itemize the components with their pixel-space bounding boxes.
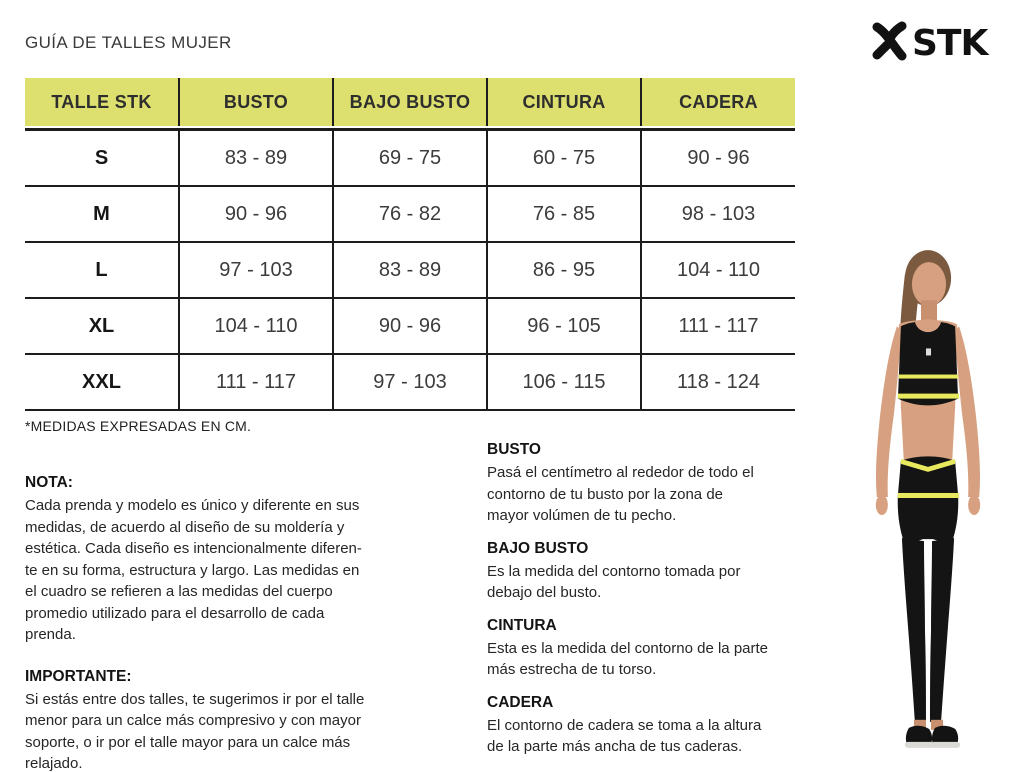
stk-logo-mark-icon	[868, 18, 1002, 64]
table-cell: 83 - 89	[178, 131, 332, 185]
column-header-cadera: CADERA	[640, 78, 795, 126]
cintura-guide-line: Esta es la medida del contorno de la parte	[487, 639, 769, 657]
table-cell: 106 - 115	[486, 355, 640, 409]
bajo-busto-guide-line: debajo del busto.	[487, 584, 602, 601]
table-cell: 90 - 96	[332, 299, 486, 353]
nota-text-line: te en su forma, estructura y largo. Las medidas en	[25, 561, 360, 579]
table-cell: 76 - 82	[332, 187, 486, 241]
nota-text-line: prenda.	[25, 626, 76, 643]
importante-section	[25, 668, 387, 772]
busto-guide-heading: BUSTO	[487, 441, 541, 458]
size-label: L	[95, 258, 108, 281]
units-footnote: *MEDIDAS EXPRESADAS EN CM.	[25, 418, 252, 434]
table-cell: 69 - 75	[332, 131, 486, 185]
table-cell: 98 - 103	[640, 187, 795, 241]
nota-text-line: promedio utilizado para el desarrollo de cada	[25, 604, 325, 622]
table-cell: 60 - 75	[486, 131, 640, 185]
measure-guide-column	[487, 441, 789, 771]
busto-guide-line: mayor volúmen de tu pecho.	[487, 507, 677, 524]
table-cell: 111 - 117	[178, 355, 332, 409]
table-cell: 90 - 96	[178, 187, 332, 241]
cadera-guide-heading: CADERA	[487, 693, 554, 711]
table-cell: 97 - 103	[332, 355, 486, 409]
table-cell: 118 - 124	[640, 355, 795, 409]
table-cell: 76 - 85	[486, 187, 640, 241]
model-photo	[838, 232, 1018, 766]
size-table-header-row	[25, 78, 795, 126]
cadera-guide-line: de la parte más ancha de tus caderas.	[487, 738, 743, 755]
page-title: GUÍA DE TALLES MUJER	[25, 33, 232, 52]
table-row	[25, 243, 795, 299]
importante-heading: IMPORTANTE:	[25, 667, 132, 685]
size-label: XXL	[82, 370, 121, 393]
bajo-busto-guide-heading: BAJO BUSTO	[487, 539, 589, 557]
column-header-busto: BUSTO	[178, 78, 332, 126]
nota-text-line: medidas, de acuerdo al diseño de su moldería y	[25, 518, 345, 536]
table-cell: 83 - 89	[332, 243, 486, 297]
table-cell: 97 - 103	[178, 243, 332, 297]
size-label: XL	[88, 314, 115, 337]
size-table	[25, 78, 795, 411]
nota-text-line: el cuadro se refieren a las medidas del cuerpo	[25, 583, 333, 600]
table-row	[25, 131, 795, 187]
size-label: M	[93, 202, 110, 225]
table-cell: 86 - 95	[486, 243, 640, 297]
nota-text-line: Cada prenda y modelo es único y diferente en sus	[25, 497, 360, 514]
notes-column	[25, 474, 387, 772]
stk-logo	[868, 18, 1002, 64]
bajo-busto-guide-line: Es la medida del contorno tomada por	[487, 562, 741, 580]
busto-guide-section	[487, 441, 789, 527]
cintura-guide-section	[487, 617, 789, 681]
table-cell: 104 - 110	[178, 299, 332, 353]
busto-guide-line: contorno de tu busto por la zona de	[487, 485, 724, 503]
nota-section	[25, 474, 387, 646]
importante-text-line: relajado.	[25, 755, 83, 772]
busto-guide-line: Pasá el centímetro al rededor de todo el	[487, 464, 754, 481]
table-cell: 104 - 110	[640, 243, 795, 297]
size-label: S	[94, 146, 109, 169]
cintura-guide-heading: CINTURA	[487, 616, 557, 634]
table-row	[25, 355, 795, 411]
table-row	[25, 187, 795, 243]
importante-text-line: soporte, o ir por el talle mayor para un calce más	[25, 733, 351, 751]
column-header-bajo-busto: BAJO BUSTO	[332, 78, 486, 126]
table-cell: 111 - 117	[640, 299, 795, 353]
cintura-guide-line: más estrecha de tu torso.	[487, 661, 657, 678]
bajo-busto-guide-section	[487, 540, 789, 604]
column-header-cintura: CINTURA	[486, 78, 640, 126]
cadera-guide-line: El contorno de cadera se toma a la altura	[487, 716, 762, 734]
nota-heading: NOTA:	[25, 474, 73, 491]
importante-text-line: Si estás entre dos talles, te sugerimos ir por el talle	[25, 690, 365, 708]
cadera-guide-section	[487, 694, 789, 758]
table-row	[25, 299, 795, 355]
stk-logo-text: STK	[912, 23, 988, 64]
nota-text-line: estética. Cada diseño es intencionalmente diferen-	[25, 540, 362, 557]
table-cell: 90 - 96	[640, 131, 795, 185]
importante-text-line: menor para un calce más compresivo y con mayor	[25, 712, 361, 729]
column-header-talle: TALLE STK	[51, 91, 152, 112]
table-cell: 96 - 105	[486, 299, 640, 353]
